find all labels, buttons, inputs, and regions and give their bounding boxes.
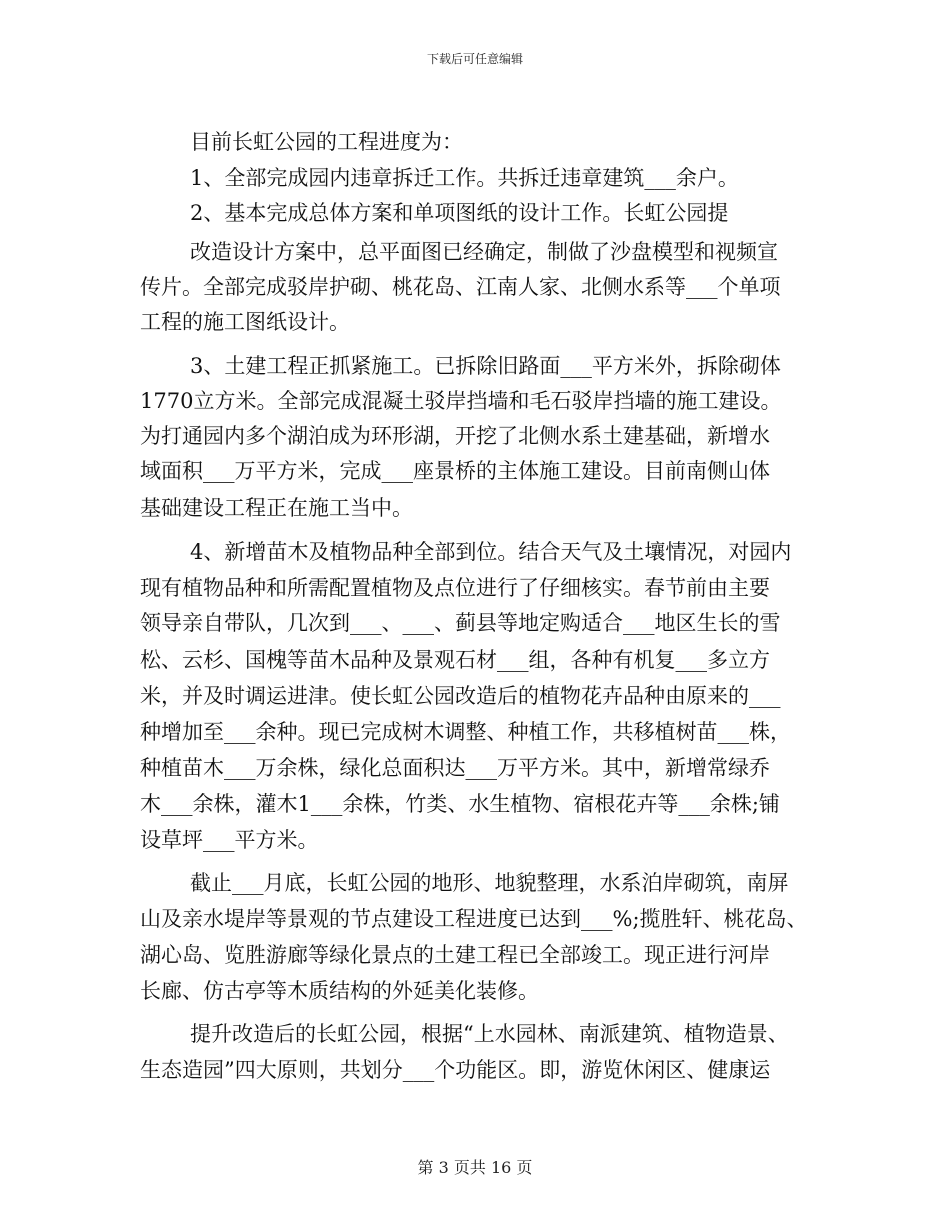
text-line: 改造设计方案中，总平面图已经确定，制做了沙盘模型和视频宣 (190, 240, 778, 264)
text-line: 目前长虹公园的工程进度为： (190, 130, 463, 154)
text-line: 木___余株，灌木1___余株，竹类、水生植物、宿根花卉等___余株;铺 (140, 792, 780, 816)
text-line: 传片。全部完成驳岸护砌、桃花岛、江南人家、北侧水系等___个单项 (140, 275, 781, 299)
text-line: 提升改造后的长虹公园，根据“上水园林、南派建筑、植物造景、 (190, 1022, 789, 1046)
text-line: 种植苗木___万余株，绿化总面积达___万平方米。其中，新增常绿乔 (140, 756, 770, 780)
text-line: 山及亲水堤岸等景观的节点建设工程进度已达到___%;揽胜轩、桃花岛、 (140, 907, 808, 931)
text-line: 种增加至___余种。现已完成树木调整、种植工作，共移植树苗___株， (140, 720, 791, 744)
page-footer: 第 3 页共 16 页 (417, 1158, 533, 1177)
page-header: 下载后可任意编辑 (426, 52, 523, 66)
text-line: 米，并及时调运进津。使长虹公园改造后的植物花卉品种由原来的___ (140, 684, 781, 708)
text-line: 工程的施工图纸设计。 (140, 310, 350, 334)
text-line: 3、土建工程正抓紧施工。已拆除旧路面___平方米外，拆除砌体 (190, 354, 781, 378)
text-line: 设草坪___平方米。 (140, 828, 319, 852)
text-line: 4、新增苗木及植物品种全部到位。结合天气及土壤情况，对园内 (190, 540, 792, 564)
text-line: 域面积___万平方米，完成___座景桥的主体施工建设。目前南侧山体 (140, 459, 770, 483)
text-line: 领导亲自带队，几次到___、___、蓟县等地定购适合___地区生长的雪 (140, 611, 781, 635)
text-line: 现有植物品种和所需配置植物及点位进行了仔细核实。春节前由主要 (140, 576, 770, 600)
text-line: 基础建设工程正在施工当中。 (140, 496, 413, 520)
text-line: 长廊、仿古亭等木质结构的外延美化装修。 (140, 979, 539, 1003)
text-line: 1770立方米。全部完成混凝土驳岸挡墙和毛石驳岸挡墙的施工建设。 (140, 389, 782, 413)
text-line: 截止___月底，长虹公园的地形、地貌整理，水系泊岸砌筑，南屏 (190, 871, 789, 895)
text-line: 松、云杉、国槐等苗木品种及景观石材___组，各种有机复___多立方 (140, 648, 770, 672)
text-line: 湖心岛、览胜游廊等绿化景点的土建工程已全部竣工。现正进行河岸 (140, 943, 770, 967)
text-line: 生态造园”四大原则，共划分___个功能区。即，游览休闲区、健康运 (140, 1058, 771, 1082)
text-line: 1、全部完成园内违章拆迁工作。共拆迁违章建筑___余户。 (190, 166, 739, 190)
text-line: 2、基本完成总体方案和单项图纸的设计工作。长虹公园提 (190, 201, 729, 225)
text-line: 为打通园内多个湖泊成为环形湖，开挖了北侧水系土建基础，新增水 (140, 424, 770, 448)
